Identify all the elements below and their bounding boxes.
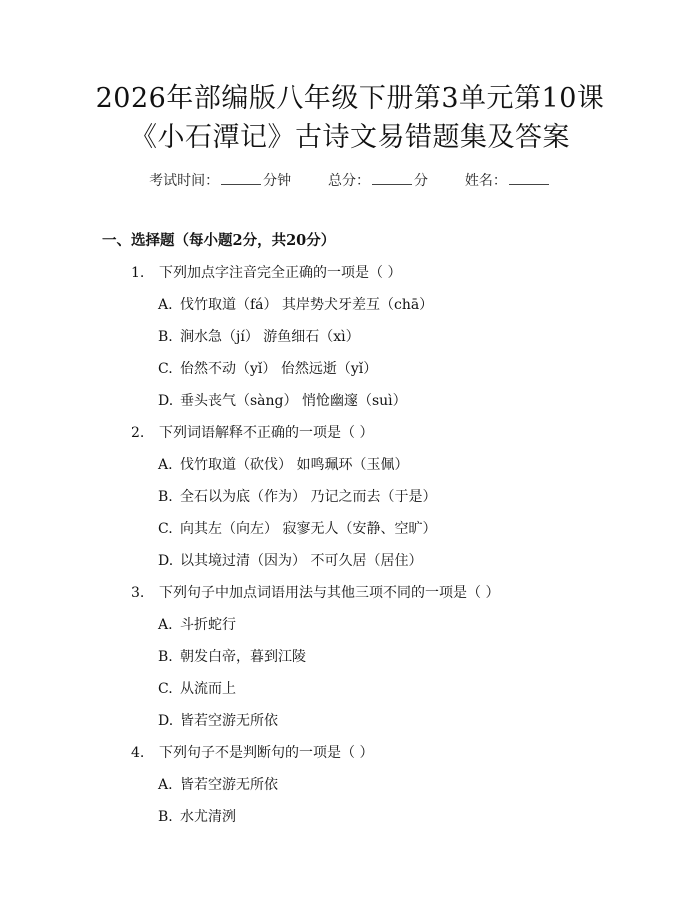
name-blank	[509, 172, 549, 185]
option-text: 水尤清洌	[180, 809, 236, 825]
name-label: 姓名：	[464, 173, 507, 189]
option-letter: A.	[158, 617, 173, 633]
option-letter: B.	[158, 649, 173, 665]
option-text: 皆若空游无所依	[180, 713, 278, 729]
question-3-option-c	[158, 678, 236, 698]
option-text: 伐竹取道（砍伐） 如鸣珮环（玉佩）	[180, 457, 409, 473]
option-text: 从流而上	[180, 681, 236, 697]
question-2-option-a	[158, 454, 408, 474]
question-number: 4.	[131, 745, 145, 761]
time-unit: 分钟	[263, 173, 292, 189]
score-blank	[372, 172, 412, 185]
question-4	[131, 742, 373, 762]
question-text: 下列加点字注音完全正确的一项是（ ）	[159, 265, 402, 281]
question-3-option-b	[158, 646, 306, 666]
option-letter: A.	[158, 297, 173, 313]
question-1-option-a	[158, 294, 433, 314]
option-text: 佁然不动（yǐ） 佁然远逝（yǐ）	[180, 361, 378, 377]
question-1-option-d	[158, 390, 407, 410]
question-3	[131, 582, 499, 602]
question-1-option-b	[158, 326, 360, 346]
document-title-line-1: 2026年部编版八年级下册第3单元第10课	[95, 83, 605, 114]
option-letter: B.	[158, 329, 173, 345]
option-letter: B.	[158, 489, 173, 505]
exam-meta-row	[0, 170, 700, 190]
option-text: 斗折蛇行	[180, 617, 236, 633]
score-label: 总分：	[328, 173, 370, 189]
question-number: 1.	[131, 265, 145, 281]
question-2-option-d	[158, 550, 422, 570]
score-unit: 分	[414, 173, 428, 189]
question-2-option-b	[158, 486, 436, 506]
question-number: 3.	[131, 585, 145, 601]
option-text: 全石以为底（作为） 乃记之而去（于是）	[180, 489, 437, 505]
option-text: 以其境过清（因为） 不可久居（居住）	[180, 553, 423, 569]
section-heading-multiple-choice: 一、选择题（每小题2分，共20分）	[102, 232, 336, 249]
question-text: 下列句子不是判断句的一项是（ ）	[159, 745, 374, 761]
option-letter: D.	[158, 553, 174, 569]
time-blank	[221, 172, 261, 185]
question-number: 2.	[131, 425, 145, 441]
option-text: 向其左（向左） 寂寥无人（安静、空旷）	[180, 521, 437, 537]
option-letter: C.	[158, 521, 173, 537]
question-2-option-c	[158, 518, 436, 538]
option-letter: D.	[158, 393, 174, 409]
question-text: 下列句子中加点词语用法与其他三项不同的一项是（ ）	[159, 585, 500, 601]
option-text: 伐竹取道（fá） 其岸势犬牙差互（chā）	[180, 297, 434, 313]
question-4-option-b	[158, 806, 236, 826]
option-letter: C.	[158, 681, 173, 697]
question-1-option-c	[158, 358, 377, 378]
question-2	[131, 422, 373, 442]
option-text: 朝发白帝，暮到江陵	[180, 649, 306, 665]
question-1	[131, 262, 401, 282]
question-3-option-d	[158, 710, 278, 730]
question-4-option-a	[158, 774, 278, 794]
option-letter: B.	[158, 809, 173, 825]
option-letter: D.	[158, 713, 174, 729]
option-letter: A.	[158, 457, 173, 473]
document-title-line-2: 《小石潭记》古诗文易错题集及答案	[130, 122, 570, 153]
option-text: 垂头丧气（sàng） 悄怆幽邃（suì）	[180, 393, 407, 409]
option-text: 皆若空游无所依	[180, 777, 278, 793]
option-letter: A.	[158, 777, 173, 793]
option-text: 涧水急（jí） 游鱼细石（xì）	[180, 329, 360, 345]
time-label: 考试时间：	[149, 173, 220, 189]
question-text: 下列词语解释不正确的一项是（ ）	[159, 425, 374, 441]
option-letter: C.	[158, 361, 173, 377]
question-3-option-a	[158, 614, 236, 634]
